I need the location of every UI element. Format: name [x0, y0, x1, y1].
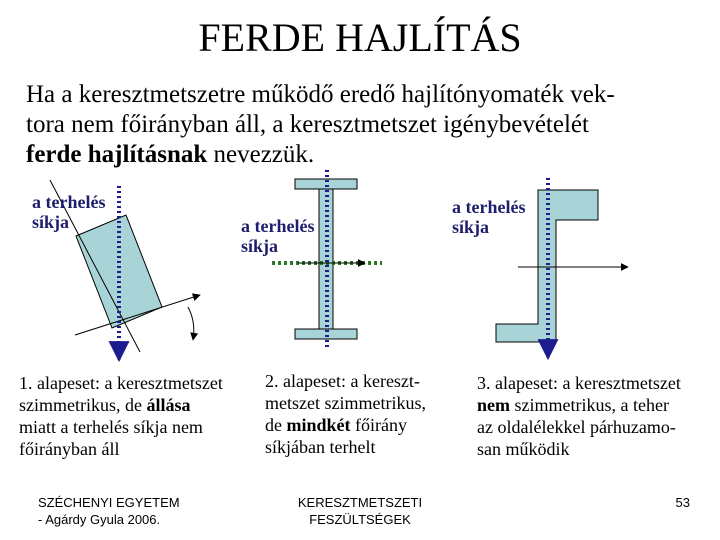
- fig1-angle-arc: [188, 307, 194, 340]
- case2-caption: [265, 370, 455, 458]
- figure-2: [272, 170, 382, 350]
- case2-line-2: metszet szimmetrikus,: [265, 393, 426, 413]
- case1-line-2-text: szimmetrikus, de: [19, 395, 147, 415]
- case2-line-3-c: főirány: [350, 415, 407, 435]
- footer-left: [38, 494, 180, 528]
- case2-line-1: 2. alapeset: a kereszt-: [265, 371, 420, 391]
- footer-university: SZÉCHENYI EGYETEM: [38, 495, 180, 510]
- fig1-label-line-2: síkja: [32, 212, 70, 232]
- footer-topic-line-1: KERESZTMETSZETI: [297, 495, 423, 510]
- fig2-load-plane-label: [241, 216, 314, 256]
- case3-line-2: [477, 394, 717, 416]
- page-title: FERDE HAJLÍTÁS: [198, 15, 522, 60]
- case1-line-2-bold: állása: [146, 395, 191, 415]
- case1-line-2: [19, 394, 259, 416]
- intro-line-3-rest: nevezzük.: [207, 141, 315, 168]
- case3-line-2-text: szimmetrikus, a teher: [510, 395, 669, 415]
- case3-line-2-bold: nem: [477, 395, 510, 415]
- case1-line-1: 1. alapeset: a keresztmetszet: [19, 373, 223, 393]
- intro-line-1: Ha a keresztmetszetre működő eredő hajlítónyomaték vek-: [26, 81, 615, 108]
- footer-author: - Agárdy Gyula 2006.: [38, 512, 161, 527]
- footer-center: [280, 494, 440, 528]
- case3-line-3: az oldalélekkel párhuzamo-: [477, 417, 676, 437]
- case1-caption: [19, 372, 259, 460]
- case1-line-4: főirányban áll: [19, 439, 120, 459]
- case3-line-4: san működik: [477, 439, 570, 459]
- page-number: 53: [675, 495, 690, 510]
- case2-line-3-bold: mindkét: [286, 415, 351, 435]
- case2-line-3-a: de: [265, 415, 287, 435]
- case2-line-4: síkjában terhelt: [265, 437, 376, 457]
- case3-caption: [477, 372, 717, 460]
- fig3-label-line-1: a terhelés: [452, 197, 526, 217]
- fig2-label-line-1: a terhelés: [241, 216, 315, 236]
- fig1-label-line-1: a terhelés: [32, 192, 106, 212]
- case2-line-3: [265, 414, 455, 436]
- case1-line-3: miatt a terhelés síkja nem: [19, 417, 203, 437]
- fig1-load-plane-label: [32, 192, 105, 232]
- intro-line-2: tora nem főirányban áll, a keresztmetszet igénybevételét: [26, 111, 589, 138]
- fig3-load-plane-label: [452, 197, 525, 237]
- intro-bold-term: ferde hajlításnak: [26, 141, 208, 168]
- fig2-label-line-2: síkja: [241, 236, 279, 256]
- case3-line-1: 3. alapeset: a keresztmetszet: [477, 373, 681, 393]
- footer-topic-line-2: FESZÜLTSÉGEK: [309, 512, 411, 527]
- fig3-label-line-2: síkja: [452, 217, 490, 237]
